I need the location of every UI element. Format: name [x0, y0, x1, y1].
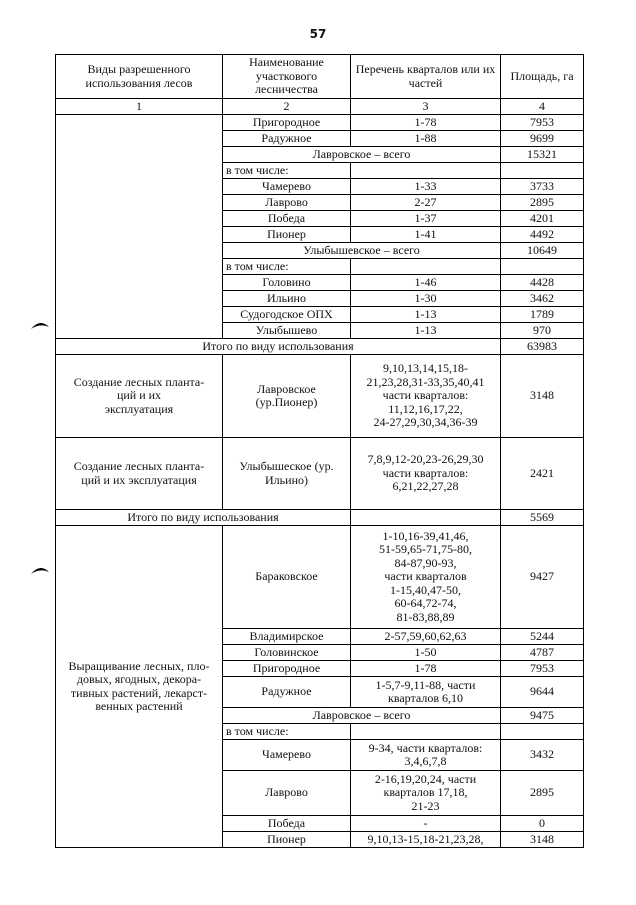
page-number: 57 [309, 27, 327, 41]
column-number: 1 [56, 99, 223, 115]
area: 9427 [501, 526, 584, 629]
area: 4428 [501, 275, 584, 291]
quarters: 1-33 [351, 179, 501, 195]
quarters: 2-27 [351, 195, 501, 211]
area: 63983 [501, 339, 584, 355]
forestry-name: Головино [223, 275, 351, 291]
header-quarters: Перечень кварталов или их частей [351, 55, 501, 99]
including-label: в том числе: [223, 724, 351, 740]
area: 3733 [501, 179, 584, 195]
quarters: 2-57,59,60,62,63 [351, 629, 501, 645]
header-use-types: Виды разрешенного использования лесов [56, 55, 223, 99]
empty-cell [351, 163, 501, 179]
forestry-name: Улыбышеское (ур. Ильино) [223, 438, 351, 510]
including-label: в том числе: [223, 259, 351, 275]
forestry-name: Лаврово [223, 195, 351, 211]
table-row [56, 115, 584, 131]
quarters: 1-13 [351, 307, 501, 323]
forestry-name: Бараковское [223, 526, 351, 629]
quarters: 1-30 [351, 291, 501, 307]
subtotal-label: Лавровское – всего [223, 147, 501, 163]
area: 9699 [501, 131, 584, 147]
total-label: Итого по виду использования [56, 510, 351, 526]
including-label: в том числе: [223, 163, 351, 179]
area: 2895 [501, 771, 584, 816]
forestry-name: Пионер [223, 832, 351, 848]
quarters: 1-10,16-39,41,46, 51-59,65-71,75-80, 84-87,90-93, части кварталов 1-15,40,47-50, 60-64,72-74, 81-83,88,89 [351, 526, 501, 629]
forestry-name: Чамерево [223, 740, 351, 771]
area: 4787 [501, 645, 584, 661]
area: 1789 [501, 307, 584, 323]
table-row [56, 355, 584, 438]
table-row [56, 438, 584, 510]
forestry-name: Пригородное [223, 115, 351, 131]
quarters: 9,10,13,14,15,18- 21,23,28,31-33,35,40,41 части кварталов: 11,12,16,17,22, 24-27,29,30,34,36-39 [351, 355, 501, 438]
area: 15321 [501, 147, 584, 163]
scan-mark [30, 320, 50, 330]
area: 9475 [501, 708, 584, 724]
total-row [56, 339, 584, 355]
forestry-name: Лавровское (ур.Пионер) [223, 355, 351, 438]
forestry-name: Ильино [223, 291, 351, 307]
empty-cell [351, 724, 501, 740]
forestry-name: Победа [223, 816, 351, 832]
total-label: Итого по виду использования [56, 339, 501, 355]
area: 3432 [501, 740, 584, 771]
quarters: 1-50 [351, 645, 501, 661]
quarters: 2-16,19,20,24, части кварталов 17,18, 21-23 [351, 771, 501, 816]
area: 5244 [501, 629, 584, 645]
use-type: Создание лесных планта- ций и их эксплуатация [56, 438, 223, 510]
forestry-name: Радужное [223, 131, 351, 147]
forest-use-table [55, 54, 584, 848]
total-row [56, 510, 584, 526]
header-area: Площадь, га [501, 55, 584, 99]
empty-cell [351, 510, 501, 526]
quarters: 1-41 [351, 227, 501, 243]
use-type: Выращивание лесных, пло- довых, ягодных, декора- тивных растений, лекарст- венных растений [56, 526, 223, 848]
forestry-name: Пригородное [223, 661, 351, 677]
empty-cell [501, 259, 584, 275]
quarters: 1-5,7-9,11-88, части кварталов 6,10 [351, 677, 501, 708]
empty-cell [501, 163, 584, 179]
area: 7953 [501, 661, 584, 677]
forestry-name: Чамерево [223, 179, 351, 195]
quarters: - [351, 816, 501, 832]
quarters: 7,8,9,12-20,23-26,29,30 части кварталов: 6,21,22,27,28 [351, 438, 501, 510]
area: 3148 [501, 355, 584, 438]
column-number: 4 [501, 99, 584, 115]
table-row [56, 526, 584, 629]
area: 4492 [501, 227, 584, 243]
column-number: 2 [223, 99, 351, 115]
forestry-name: Владимирское [223, 629, 351, 645]
area: 5569 [501, 510, 584, 526]
forestry-name: Лаврово [223, 771, 351, 816]
quarters: 1-78 [351, 115, 501, 131]
quarters: 1-46 [351, 275, 501, 291]
scan-mark [30, 565, 50, 575]
empty-cell [351, 259, 501, 275]
quarters: 1-88 [351, 131, 501, 147]
use-type-cell-empty [56, 115, 223, 339]
forestry-name: Судогодское ОПХ [223, 307, 351, 323]
area: 2895 [501, 195, 584, 211]
empty-cell [501, 724, 584, 740]
column-number: 3 [351, 99, 501, 115]
header-forestry-name: Наименование участкового лесничества [223, 55, 351, 99]
quarters: 9,10,13-15,18-21,23,28, [351, 832, 501, 848]
area: 3462 [501, 291, 584, 307]
area: 7953 [501, 115, 584, 131]
forestry-name: Головинское [223, 645, 351, 661]
area: 3148 [501, 832, 584, 848]
area: 970 [501, 323, 584, 339]
area: 10649 [501, 243, 584, 259]
quarters: 1-13 [351, 323, 501, 339]
area: 4201 [501, 211, 584, 227]
quarters: 9-34, части кварталов: 3,4,6,7,8 [351, 740, 501, 771]
use-type: Создание лесных планта- ций и их эксплуатация [56, 355, 223, 438]
quarters: 1-78 [351, 661, 501, 677]
area: 0 [501, 816, 584, 832]
column-number-row [56, 99, 584, 115]
forestry-name: Победа [223, 211, 351, 227]
forestry-name: Улыбышево [223, 323, 351, 339]
quarters: 1-37 [351, 211, 501, 227]
table-header-row [56, 55, 584, 99]
forestry-name: Пионер [223, 227, 351, 243]
area: 2421 [501, 438, 584, 510]
subtotal-label: Лавровское – всего [223, 708, 501, 724]
area: 9644 [501, 677, 584, 708]
subtotal-label: Улыбышевское – всего [223, 243, 501, 259]
forestry-name: Радужное [223, 677, 351, 708]
